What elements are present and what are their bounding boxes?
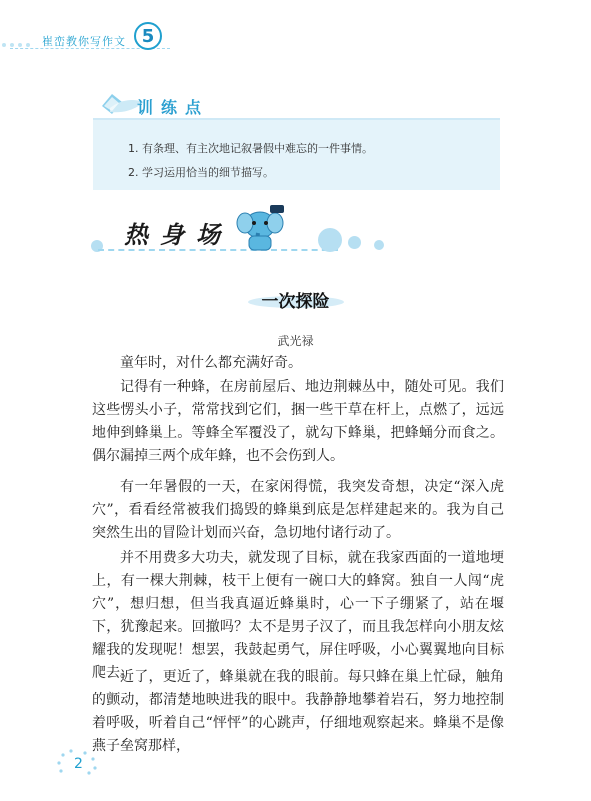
bubble-decoration: [374, 240, 384, 250]
warmup-underline: [98, 249, 338, 253]
training-point-1: 1. 有条理、有主次地记叙暑假中难忘的一件事情。: [128, 142, 373, 155]
warmup-title: 热身场: [124, 220, 232, 249]
training-title: 训练点: [137, 98, 210, 117]
article-title: 一次探险: [261, 292, 330, 312]
article-paragraph: 近了，更近了，蜂巢就在我的眼前。每只蜂在巢上忙碌，触角的颤动，都清楚地映进我的眼中。我静静地攀着岩石，努力地控制着呼吸，听着自己“怦怦”的心跳声，仔细地观察起来。蜂巢不是像燕子垒窝那样，: [92, 669, 504, 754]
page-number: 2: [74, 756, 83, 772]
article-paragraph: 记得有一种蜂，在房前屋后、地边荆棘丛中，随处可见。我们这些愣头小子，常常找到它们，捆一些干草在杆上，点燃了，远远地伸到蜂巢上。等蜂全军覆没了，就勾下蜂巢，把蜂蛹分而食之。偶尔漏掉三两个成年蜂，也不会伤到人。: [92, 379, 504, 464]
bubble-decoration: [318, 228, 342, 252]
elephant-mascot-icon: [232, 203, 288, 255]
bubble-decoration: [348, 236, 361, 249]
series-label: 崔峦教你写作文: [42, 35, 126, 48]
article-paragraph: 童年时，对什么都充满好奇。: [120, 355, 302, 371]
article-paragraph: 有一年暑假的一天，在家闲得慌，我突发奇想，决定“深入虎穴”，看看经常被我们捣毁的蜂巢到底是怎样建起来的。我为自己突然生出的冒险计划而兴奋，急切地付诸行动了。: [92, 479, 504, 541]
article-paragraph: 并不用费多大功夫，就发现了目标，就在我家西面的一道地埂上，有一棵大荆棘，枝干上便有一碗口大的蜂窝。独自一人闯“虎穴”，想归想，但当我真逼近蜂巢时，心一下子绷紧了，站在堰下，犹豫起来。回撤吗？太不是男子汉了，而且我怎样向小朋友炫耀我的发现呢！想罢，我鼓起勇气，屏住呼吸，小心翼翼地向目标爬去。: [92, 550, 504, 681]
training-point-2: 2. 学习运用恰当的细节描写。: [128, 166, 274, 179]
article-author: 武光禄: [277, 334, 314, 348]
book-number-badge: 5: [134, 22, 162, 50]
